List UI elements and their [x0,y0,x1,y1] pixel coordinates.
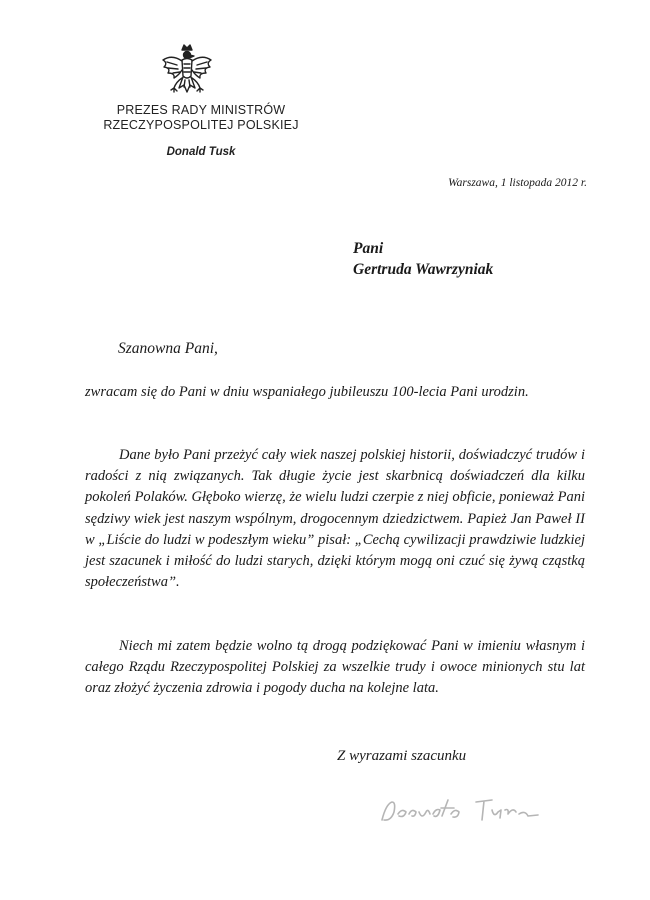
recipient-name: Gertruda Wawrzyniak [353,261,494,278]
letter-paragraph-3: Niech mi zatem będzie wolno tą drogą podziękować Pani w imieniu własnym i całego Rządu Rzeczypospolitej Polskiej za wszelkie trudy i owoce minionych stu lat oraz złożyć życzenia zdrowia i pogody ducha na kolejne lata. [85,638,585,697]
letter-date: Warszawa, 1 listopada 2012 r. [448,177,587,189]
letter-paragraph-2: Dane było Pani przeżyć cały wiek naszej polskiej historii, doświadczyć trudów i radości z nią związanych. Tak długie życie jest skarbnicą doświadczeń dla kilku pokoleń Polaków. Głęboko wierzę, że wielu ludzi czerpie z niej obficie, ponieważ Pani sędziwy wiek jest naszym wspólnym, drogocennym dziedzictwem. Papież Jan Paweł II w „Liście do ludzi w podeszłym wieku” pisał: „Cechą cywilizacji prawdziwie ludzkiej jest szacunek i miłość do ludzi starych, dzięki którym mogą oni czuć się żywą cząstką społeczeństwa”. [85,447,585,591]
office-title-line1: PREZES RADY MINISTRÓW [116,103,286,117]
office-title-line2: RZECZYPOSPOLITEJ POLSKIEJ [103,118,299,132]
white-eagle-emblem-icon [160,42,214,100]
letter-paragraph-1: zwracam się do Pani w dniu wspaniałego jubileuszu 100-lecia Pani urodzin. [85,384,529,400]
handwritten-signature-icon [378,790,548,830]
signer-name: Donald Tusk [166,146,236,158]
salutation: Szanowna Pani, [118,340,218,357]
closing-phrase: Z wyrazami szacunku [337,748,467,764]
recipient-title: Pani [353,240,384,257]
